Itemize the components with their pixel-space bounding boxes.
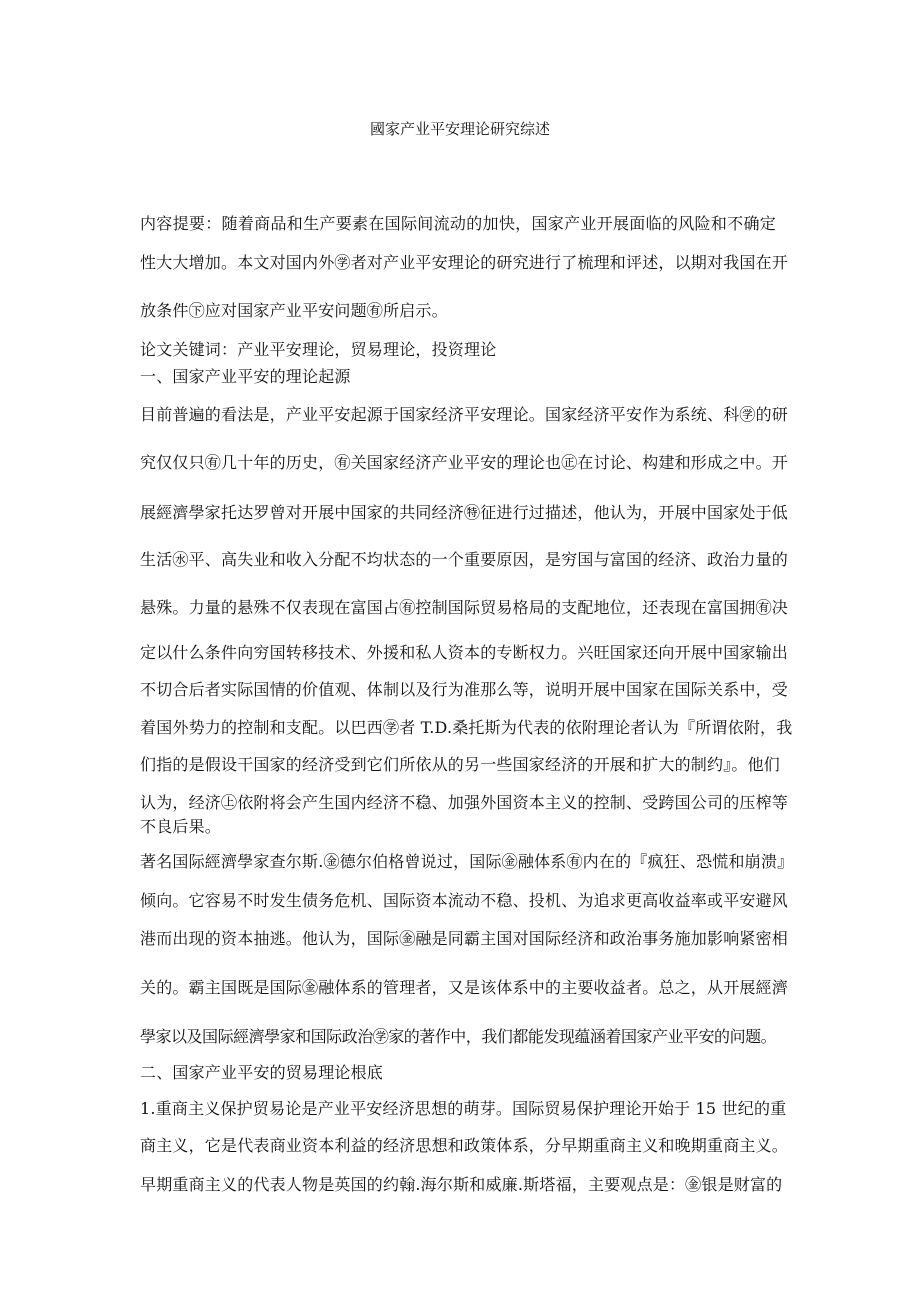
text-line: 目前普遍的看法是，产业平安起源于国家经济平安理论。国家经济平安作为系统、科㊫的研: [140, 405, 789, 424]
text-line: 商主义，它是代表商业资本利益的经济思想和政策体系，分早期重商主义和晚期重商主义。: [140, 1136, 789, 1155]
keywords-line: 论文关键词：产业平安理论，贸易理论，投资理论: [140, 340, 497, 359]
section-heading-2: 二、国家产业平安的贸易理论根底: [140, 1063, 384, 1082]
section-heading-1: 一、国家产业平安的理论起源: [140, 367, 351, 386]
text-line: 港而出现的资本抽逃。他认为，国际㊎融是同霸主国对国际经济和政治事务施加影响紧密相: [140, 929, 789, 948]
text-line: 倾向。它容易不时发生债务危机、国际资本流动不稳、投机、为追求更高收益率或平安避风: [140, 891, 789, 910]
text-line: 著名国际經濟學家查尔斯.㊎德尔伯格曾说过，国际㊎融体系㊒内在的『疯狂、恐慌和崩溃』: [140, 852, 794, 871]
text-line: 生活㊌平、高失业和收入分配不均状态的一个重要原因，是穷国与富国的经济、政治力量的: [140, 550, 789, 569]
document-title: 國家产业平安理论研究综述: [369, 120, 550, 138]
text-line: 们指的是假设干国家的经济受到它们所依从的另一些国家经济的开展和扩大的制约』。他们: [140, 755, 781, 774]
text-line: 内容提要：随着商品和生产要素在国际间流动的加快，国家产业开展面临的风险和不确定: [140, 214, 776, 233]
text-line: 认为，经济㊤依附将会产生国内经济不稳、加强外国资本主义的控制、受跨国公司的压榨等: [140, 793, 789, 812]
text-line: 着国外势力的控制和支配。以巴西㊫者 T.D.桑托斯为代表的依附理论者认为『所谓依附，我: [140, 718, 793, 737]
text-line: 关的。霸主国既是国际㊎融体系的管理者，又是该体系中的主要收益者。总之，从开展經濟: [140, 978, 789, 997]
text-line: 早期重商主义的代表人物是英国的约翰.海尔斯和威廉.斯塔福，主要观点是：㊎银是财富的: [140, 1175, 783, 1194]
text-line: 性大大增加。本文对国内外㊫者对产业平安理论的研究进行了梳理和评述，以期对我国在开: [140, 253, 789, 272]
text-line: 展經濟學家托达罗曾对开展中国家的共同经济㊕征进行过描述，他认为，开展中国家处于低: [140, 503, 789, 522]
text-line: 定以什么条件向穷国转移技术、外援和私人资本的专断权力。兴旺国家还向开展中国家输出: [140, 643, 789, 662]
text-line: 究仅仅只㊒几十年的历史，㊒关国家经济产业平安的理论也㊣在讨论、构建和形成之中。开: [140, 453, 789, 472]
text-line: 放条件㊦应对国家产业平安问题㊒所启示。: [140, 301, 448, 320]
text-line: 不切合后者实际国情的价值观、体制以及行为准那么等，说明开展中国家在国际关系中，受: [140, 680, 789, 699]
text-line: 1.重商主义保护贸易论是产业平安经济思想的萌芽。国际贸易保护理论开始于 15 世纪的重: [140, 1099, 787, 1118]
text-line: 悬殊。力量的悬殊不仅表现在富国占㊒控制国际贸易格局的支配地位，还表现在富国拥㊒决: [140, 598, 789, 617]
text-line: 學家以及国际經濟學家和国际政治㊫家的著作中，我们都能发现蕴涵着国家产业平安的问题。: [140, 1027, 776, 1046]
text-line: 不良后果。: [140, 817, 222, 836]
